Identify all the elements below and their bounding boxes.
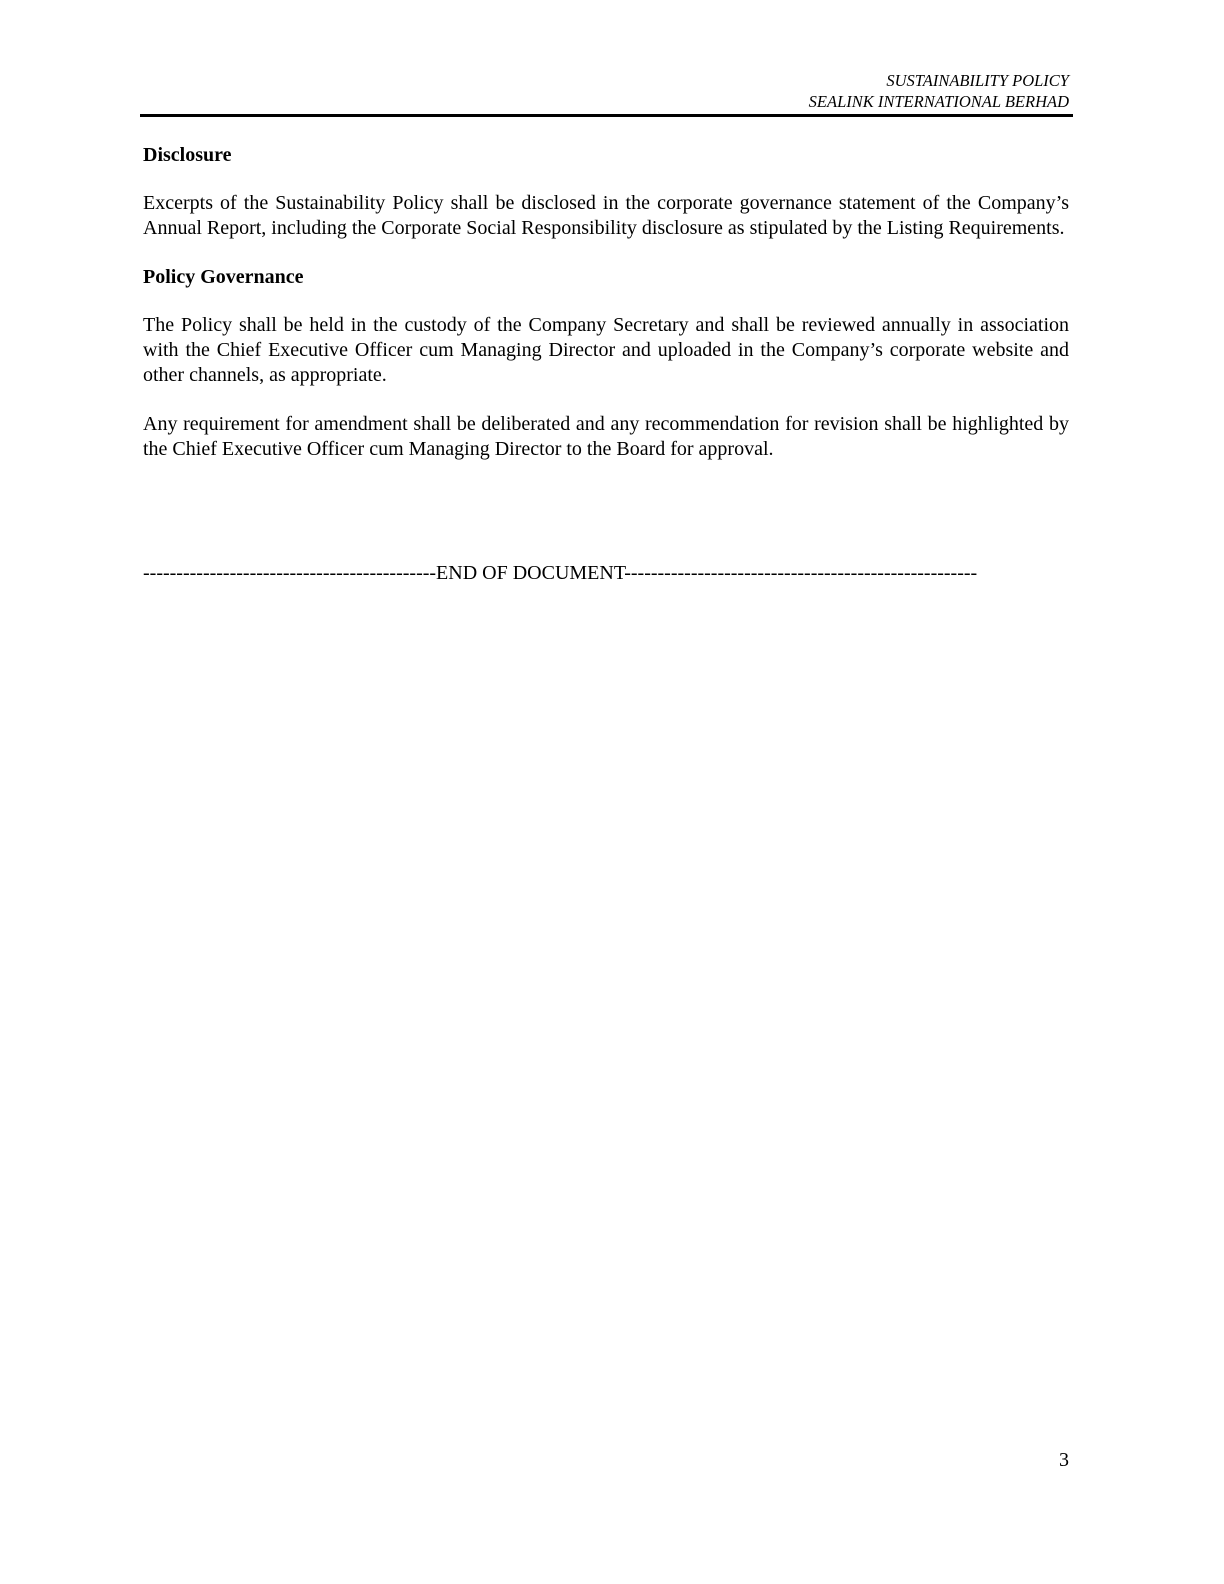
header-title: SUSTAINABILITY POLICY — [886, 71, 1069, 90]
governance-paragraph-amendment: Any requirement for amendment shall be deliberated and any recommendation for revision shall be highlighted by the Chief Executive Officer cum Managing Director to the Board for approval. — [143, 413, 1069, 460]
header-company: SEALINK INTERNATIONAL BERHAD — [808, 92, 1069, 111]
disclosure-paragraph: Excerpts of the Sustainability Policy shall be disclosed in the corporate governance statement of the Company’s Annual Report, including the Corporate Social Responsibility disclosure as stipulated by the Listing Requirements. — [143, 192, 1069, 239]
page-number: 3 — [1059, 1449, 1069, 1471]
governance-paragraph-custody: The Policy shall be held in the custody of the Company Secretary and shall be reviewed annually in association with the Chief Executive Officer cum Managing Director and uploaded in the Company’s corporate website and other channels, as appropriate. — [143, 314, 1069, 386]
document-body — [143, 143, 1069, 462]
header-divider — [140, 114, 1073, 117]
page-header — [140, 70, 1072, 112]
end-of-document-marker: --------------------------------------------END OF DOCUMENT----------------------------------------------------- — [143, 562, 978, 584]
section-heading-policy-governance: Policy Governance — [143, 266, 304, 288]
section-heading-disclosure: Disclosure — [143, 144, 232, 166]
